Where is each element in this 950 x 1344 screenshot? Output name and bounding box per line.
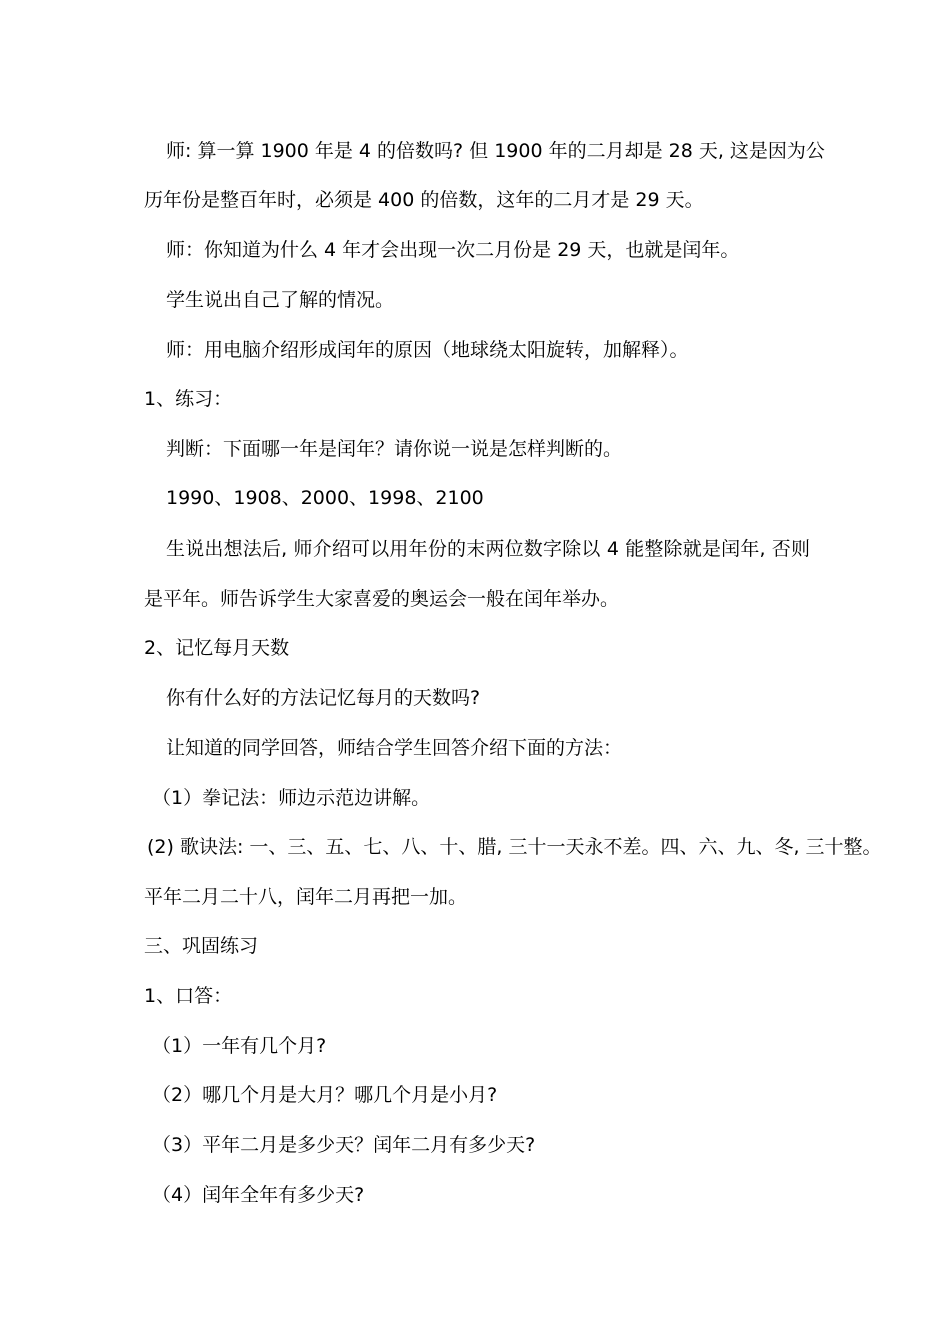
paragraph-line: 师: 算一算 1900 年是 4 的倍数吗? 但 1900 年的二月却是 28 天, 这是因为公 — [166, 140, 825, 162]
paragraph-line: 生说出想法后, 师介绍可以用年份的末两位数字除以 4 能整除就是闰年, 否则 — [166, 538, 810, 560]
list-item: （2）哪几个月是大月？哪几个月是小月? — [152, 1084, 498, 1106]
list-item: （1）一年有几个月? — [152, 1035, 327, 1057]
list-item: （1）拳记法：师边示范边讲解。 — [152, 787, 431, 809]
section-heading: 1、练习： — [144, 388, 233, 410]
list-item: (2) 歌诀法: 一、三、五、七、八、十、腊, 三十一天永不差。四、六、九、冬, 三十整。 — [147, 836, 882, 858]
list-item: （4）闰年全年有多少天? — [152, 1184, 365, 1206]
paragraph-line: 师：你知道为什么 4 年才会出现一次二月份是 29 天，也就是闰年。 — [166, 239, 740, 261]
section-heading: 2、记忆每月天数 — [144, 637, 290, 659]
section-heading: 三、巩固练习 — [144, 935, 259, 957]
list-item: （3）平年二月是多少天？闰年二月有多少天? — [152, 1134, 536, 1156]
paragraph-line: 学生说出自己了解的情况。 — [166, 289, 395, 311]
section-heading: 1、口答： — [144, 985, 233, 1007]
paragraph-line: 1990、1908、2000、1998、2100 — [166, 487, 484, 509]
paragraph-line: 师：用电脑介绍形成闰年的原因（地球绕太阳旋转，加解释）。 — [166, 339, 689, 361]
paragraph-line: 你有什么好的方法记忆每月的天数吗? — [166, 687, 481, 709]
paragraph-line: 历年份是整百年时，必须是 400 的倍数，这年的二月才是 29 天。 — [144, 189, 704, 211]
paragraph-line: 让知道的同学回答，师结合学生回答介绍下面的方法： — [166, 737, 623, 759]
paragraph-line: 判断：下面哪一年是闰年？请你说一说是怎样判断的。 — [166, 438, 623, 460]
paragraph-line: 是平年。师告诉学生大家喜爱的奥运会一般在闰年举办。 — [144, 588, 620, 610]
paragraph-line: 平年二月二十八，闰年二月再把一加。 — [144, 886, 468, 908]
